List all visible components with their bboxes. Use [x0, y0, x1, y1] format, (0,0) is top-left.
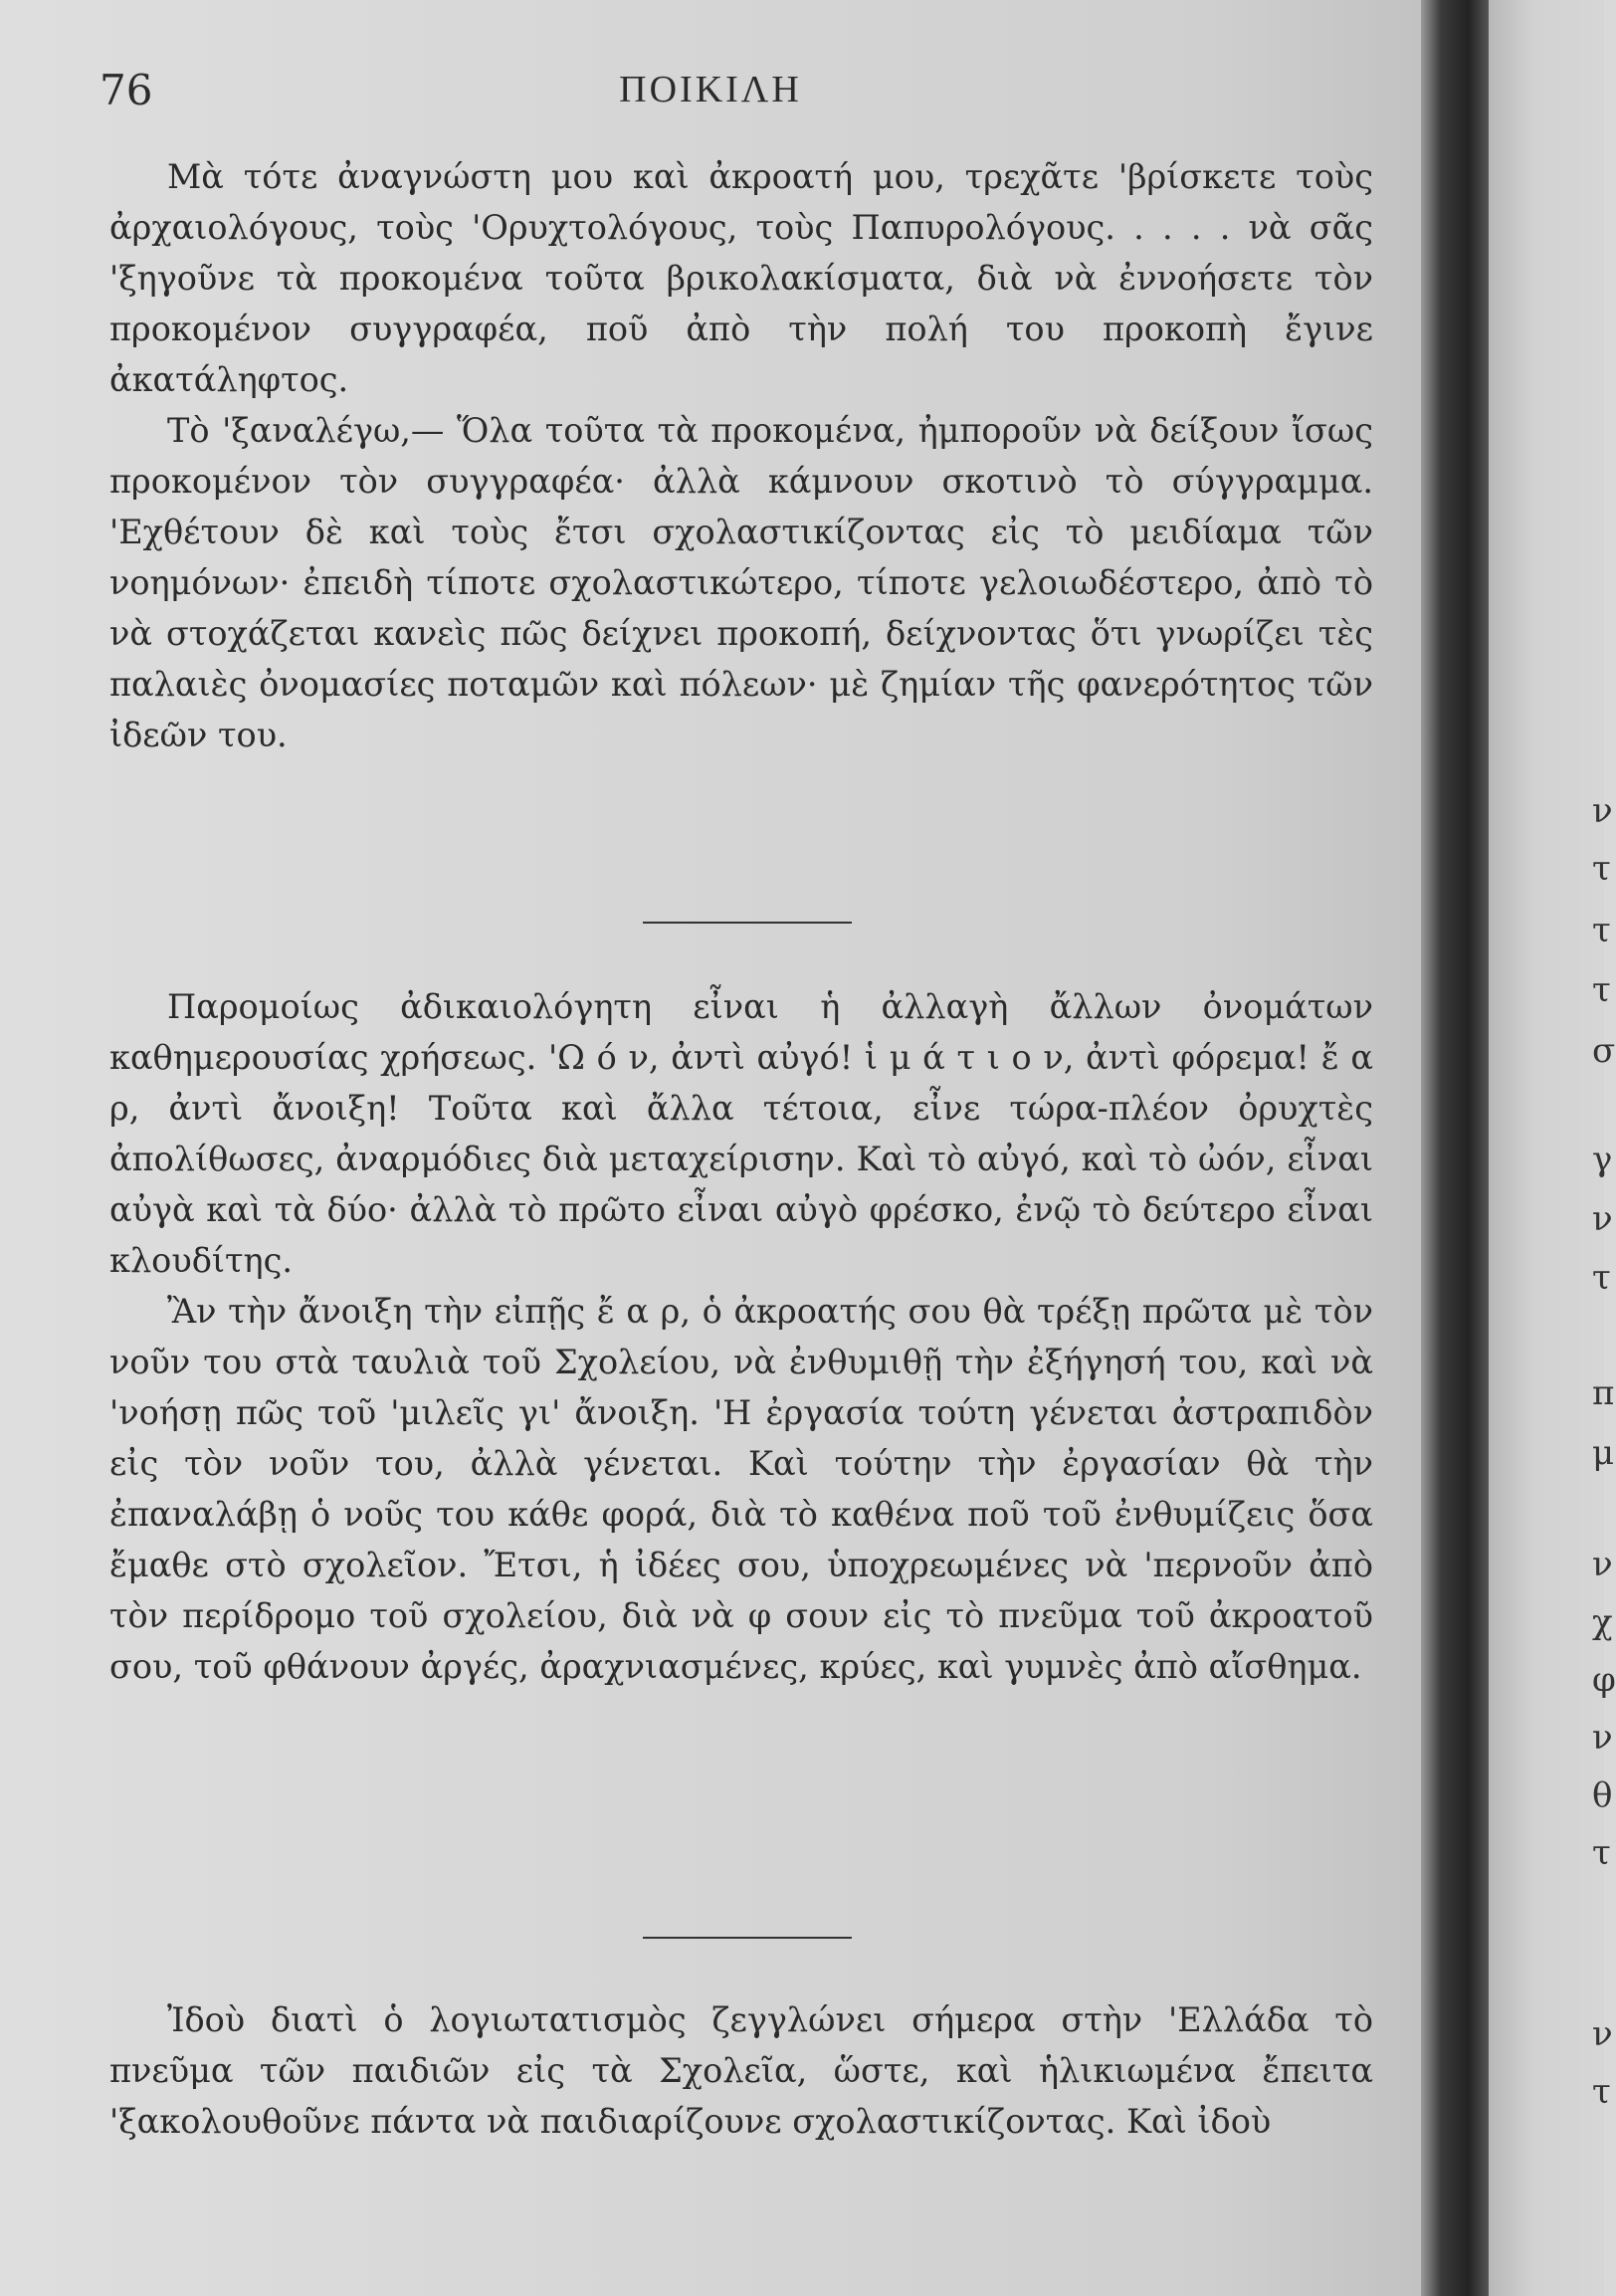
- edge-letter: ν: [1592, 2014, 1613, 2054]
- edge-letter: φ: [1592, 1660, 1616, 1700]
- edge-letter: ν: [1592, 1545, 1613, 1584]
- section-2: [109, 981, 1373, 1692]
- section-divider: [643, 1937, 852, 1939]
- edge-letter: θ: [1592, 1775, 1613, 1815]
- paragraph: Τὸ 'ξαναλέγω,— Ὅλα τοῦτα τὰ προκομένα, ἠμποροῦν νὰ δείξουν ἴσως προκομένον τὸν συγγραφέα· ἀλλὰ κάμνουν σκοτινὸ τὸ σύγγραμμα. 'Εχθέτουν δὲ καὶ τοὺς ἔτσι σχολαστικίζοντας εἰς τὸ μειδίαμα τῶν νοημόνων· ἐπειδὴ τίποτε σχολαστικώτερο, τίποτε γελοιωδέστερο, ἀπὸ τὸ νὰ στοχάζεται κανεὶς πῶς δείχνει προκοπή, δείχνοντας ὅτι γνωρίζει τὲς παλαιὲς ὀνομασίες ποταμῶν καὶ πόλεων· μὲ ζημίαν τῆς φανερότητος τῶν ἰδεῶν του.: [109, 411, 1373, 754]
- next-page-edge: [1489, 0, 1616, 2296]
- edge-letter: π: [1592, 1373, 1615, 1413]
- section-1: [109, 151, 1373, 760]
- paragraph: Παρομοίως ἀδικαιολόγητη εἶναι ἡ ἀλλαγὴ ἄλλων ὀνομάτων καθημερουσίας χρήσεως. 'Ω ό ν, ἀντὶ αὐγό! ἱ μ ά τ ι ο ν, ἀντὶ φόρεμα! ἔ α ρ, ἀντὶ ἄνοιξη! Τοῦτα καὶ ἄλλα τέτοια, εἶνε τώρα-πλέον ὀρυχτὲς ἀπολίθωσες, ἀναρμόδιες διὰ μεταχείρισην. Καὶ τὸ αὐγό, καὶ τὸ ὠόν, εἶναι αὐγὰ καὶ τὰ δύο· ἀλλὰ τὸ πρῶτο εἶναι αὐγὸ φρέσκο, ἐνῷ τὸ δεύτερο εἶναι κλουδίτης.: [109, 987, 1373, 1280]
- paragraph: Ἰδοὺ διατὶ ὁ λογιωτατισμὸς ζεγγλώνει σήμερα στὴν 'Ελλάδα τὸ πνεῦμα τῶν παιδιῶν εἰς τὰ Σχολεῖα, ὥστε, καὶ ἡλικιωμένα ἔπειτα 'ξακολουθοῦνε πάντα νὰ παιδιαρίζουνε σχολαστικίζοντας. Καὶ ἰδοὺ: [109, 2000, 1373, 2141]
- section-3: [109, 1994, 1373, 2147]
- edge-letter: τ: [1592, 1833, 1611, 1873]
- edge-letter: τ: [1592, 1258, 1611, 1298]
- edge-letter: γ: [1592, 1140, 1613, 1179]
- edge-letter: ν: [1592, 791, 1613, 831]
- edge-letter: τ: [1592, 911, 1611, 950]
- paragraph: Μὰ τότε ἀναγνώστη μου καὶ ἀκροατή μου, τρεχᾶτε 'βρίσκετε τοὺς ἀρχαιολόγους, τοὺς 'Ορυχτολόγους, τοὺς Παπυρολόγους. . . . . νὰ σᾶς 'ξηγοῦνε τὰ προκομένα τοῦτα βρικολακίσματα, διὰ νὰ ἐννοήσετε τὸν προκομένον συγγραφέα, ποῦ ἀπὸ τὴν πολή του προκοπὴ ἔγινε ἀκατάληφτος.: [109, 157, 1373, 399]
- edge-letter: ν: [1592, 1718, 1613, 1758]
- edge-letter: τ: [1592, 2072, 1611, 2112]
- paragraph: Ἂν τὴν ἄνοιξη τὴν εἰπῇς ἔ α ρ, ὁ ἀκροατής σου θὰ τρέξῃ πρῶτα μὲ τὸν νοῦν του στὰ ταυλιὰ τοῦ Σχολείου, νὰ ἐνθυμιθῇ τὴν ἐξήγησή του, καὶ νὰ 'νοήσῃ πῶς τοῦ 'μιλεῖς γι' ἄνοιξη. 'Η ἐργασία τούτη γένεται ἀστραπιδὸν εἰς τὸν νοῦν του, ἀλλὰ γένεται. Καὶ τούτην τὴν ἐργασίαν θὰ τὴν ἐπαναλάβῃ ὁ νοῦς του κάθε φορά, διὰ τὸ καθένα ποῦ τοῦ ἐνθυμίζεις ὅσα ἔμαθε στὸ σχολεῖον. Ἔτσι, ἡ ἰδέες σου, ὑποχρεωμένες νὰ 'περνοῦν ἀπὸ τὸν περίδρομο τοῦ σχολείου, διὰ νὰ φ σουν εἰς τὸ πνεῦμα τοῦ ἀκροατοῦ σου, τοῦ φθάνουν ἀργές, ἀραχνιασμένες, κρύες, καὶ γυμνὲς ἀπὸ αἴσθημα.: [109, 1292, 1373, 1686]
- edge-letter: χ: [1592, 1602, 1613, 1642]
- page-number: 76: [100, 66, 153, 114]
- page-header: [0, 58, 1421, 117]
- edge-letter: μ: [1592, 1433, 1615, 1473]
- section-divider: [643, 922, 852, 924]
- edge-letter: ν: [1592, 1199, 1613, 1239]
- edge-letter: σ: [1592, 1031, 1616, 1071]
- book-gutter: [1421, 0, 1489, 2296]
- edge-letter: τ: [1592, 849, 1611, 889]
- running-title: ΠΟΙΚΙΛΗ: [619, 69, 802, 110]
- edge-letter: τ: [1592, 970, 1611, 1010]
